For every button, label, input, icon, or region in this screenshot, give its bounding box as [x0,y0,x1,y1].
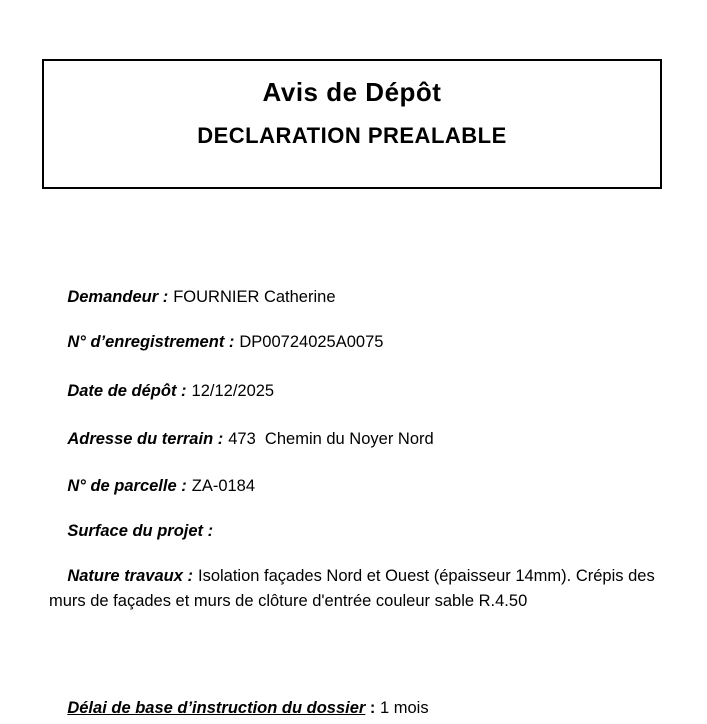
field-row-nature-travaux [49,539,679,639]
field-value-numero-parcelle: ZA-0184 [191,477,256,495]
field-value-numero-enregistrement: DP00724025A0075 [239,333,384,351]
delai-separator: : [365,699,380,717]
document-subtitle: DECLARATION PREALABLE [197,123,507,148]
field-label-surface-projet: Surface du projet : [67,522,214,540]
field-label-nature-travaux: Nature travaux : [67,567,193,585]
field-value-nature-travaux: Isolation façades Nord et Ouest (épaisseur 14mm). Crépis des murs de façades et murs de clôture d'entrée couleur sable R.4.50 [49,567,660,610]
field-row-delai-instruction [49,671,429,724]
field-label-delai-instruction: Délai de base d’instruction du dossier [67,699,366,717]
field-label-date-depot: Date de dépôt : [67,382,187,400]
field-value-delai-instruction: 1 mois [380,699,429,717]
field-value-date-depot: 12/12/2025 [191,382,275,400]
field-label-numero-parcelle: N° de parcelle : [67,477,187,495]
field-label-demandeur: Demandeur : [67,288,169,306]
document-header-box [42,59,662,189]
field-value-adresse-terrain: 473 Chemin du Noyer Nord [228,430,434,448]
field-label-numero-enregistrement: N° d’enregistrement : [67,333,235,351]
field-label-adresse-terrain: Adresse du terrain : [67,430,224,448]
document-title: Avis de Dépôt [262,77,442,107]
field-value-demandeur: FOURNIER Catherine [173,288,336,306]
